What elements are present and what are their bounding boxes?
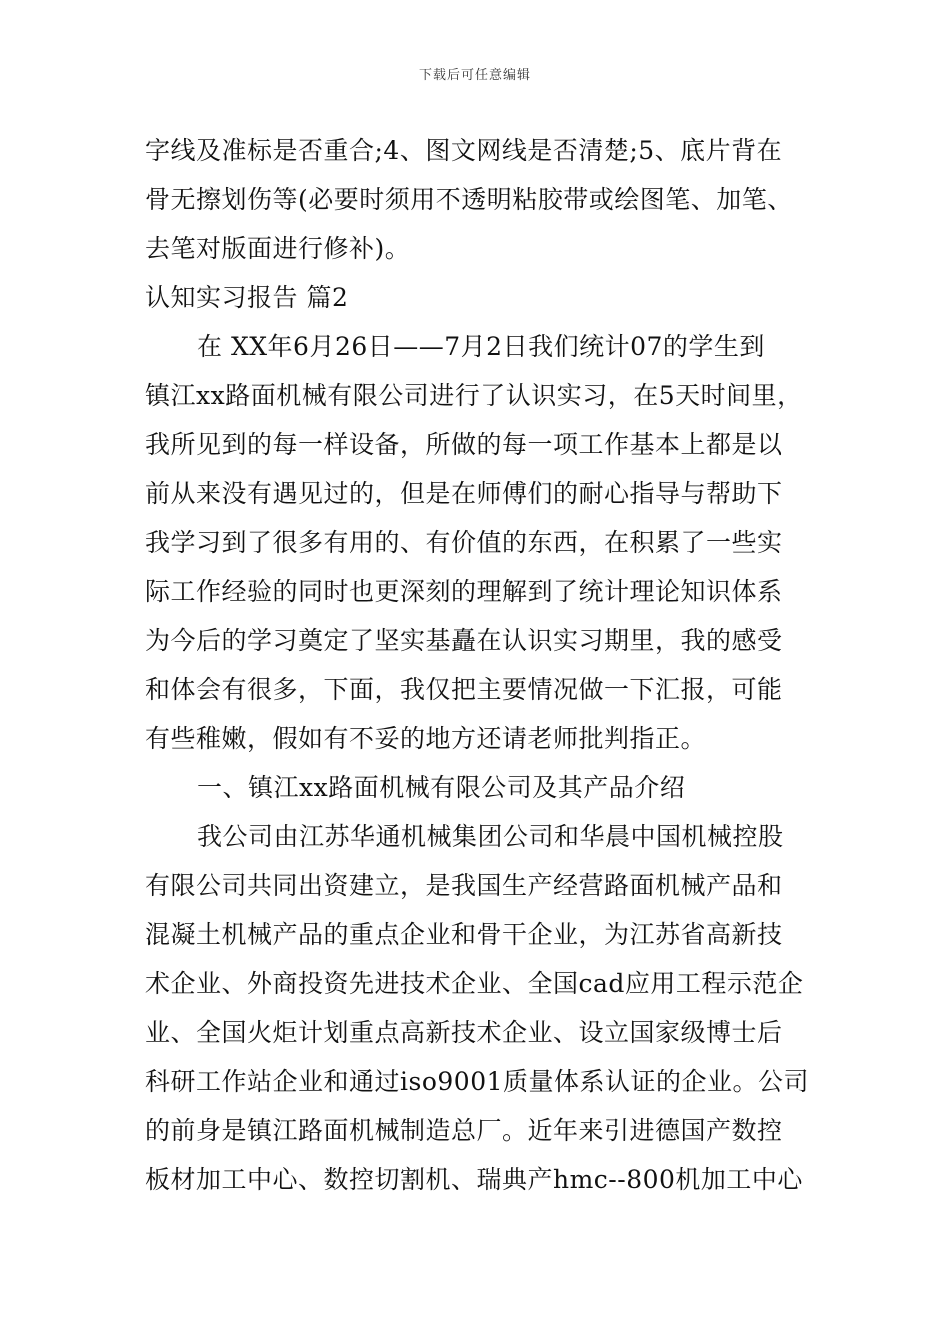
text-line: 我学习到了很多有用的、有价值的东西，在积累了一些实	[145, 528, 783, 557]
text-line: 混凝土机械产品的重点企业和骨干企业，为江苏省高新技	[145, 920, 783, 949]
text-line: 镇江xx路面机械有限公司进行了认识实习，在5天时间里，	[145, 381, 803, 410]
text-line: 字线及准标是否重合;4、图文网线是否清楚;5、底片背在	[145, 136, 783, 165]
document-body	[145, 126, 815, 1204]
text-line: 在 XX年6月26日——7月2日我们统计07的学生到	[197, 332, 765, 361]
page-header: 下载后可任意编辑	[418, 68, 531, 83]
text-line: 去笔对版面进行修补)。	[145, 234, 411, 263]
text-line: 一、镇江xx路面机械有限公司及其产品介绍	[197, 773, 686, 802]
text-line: 有些稚嫩，假如有不妥的地方还请老师批判指正。	[145, 724, 707, 753]
text-line: 我所见到的每一样设备，所做的每一项工作基本上都是以	[145, 430, 783, 459]
text-line: 术企业、外商投资先进技术企业、全国cad应用工程示范企	[145, 969, 804, 998]
text-line: 前从来没有遇见过的，但是在师傅们的耐心指导与帮助下	[145, 479, 783, 508]
text-line: 骨无擦划伤等(必要时须用不透明粘胶带或绘图笔、加笔、	[145, 185, 793, 214]
text-line: 有限公司共同出资建立，是我国生产经营路面机械产品和	[145, 871, 783, 900]
text-line: 和体会有很多，下面，我仅把主要情况做一下汇报，可能	[145, 675, 783, 704]
text-line: 板材加工中心、数控切割机、瑞典产hmc--800机加工中心	[145, 1165, 803, 1194]
text-line: 际工作经验的同时也更深刻的理解到了统计理论知识体系	[145, 577, 783, 606]
text-line: 业、全国火炬计划重点高新技术企业、设立国家级博士后	[145, 1018, 783, 1047]
text-line: 认知实习报告 篇2	[145, 283, 349, 312]
text-line: 科研工作站企业和通过iso9001质量体系认证的企业。公司	[145, 1067, 810, 1096]
text-line: 的前身是镇江路面机械制造总厂。近年来引进德国产数控	[145, 1116, 783, 1145]
text-line: 我公司由江苏华通机械集团公司和华晨中国机械控股	[197, 822, 784, 851]
text-line: 为今后的学习奠定了坚实基矗在认识实习期里，我的感受	[145, 626, 783, 655]
